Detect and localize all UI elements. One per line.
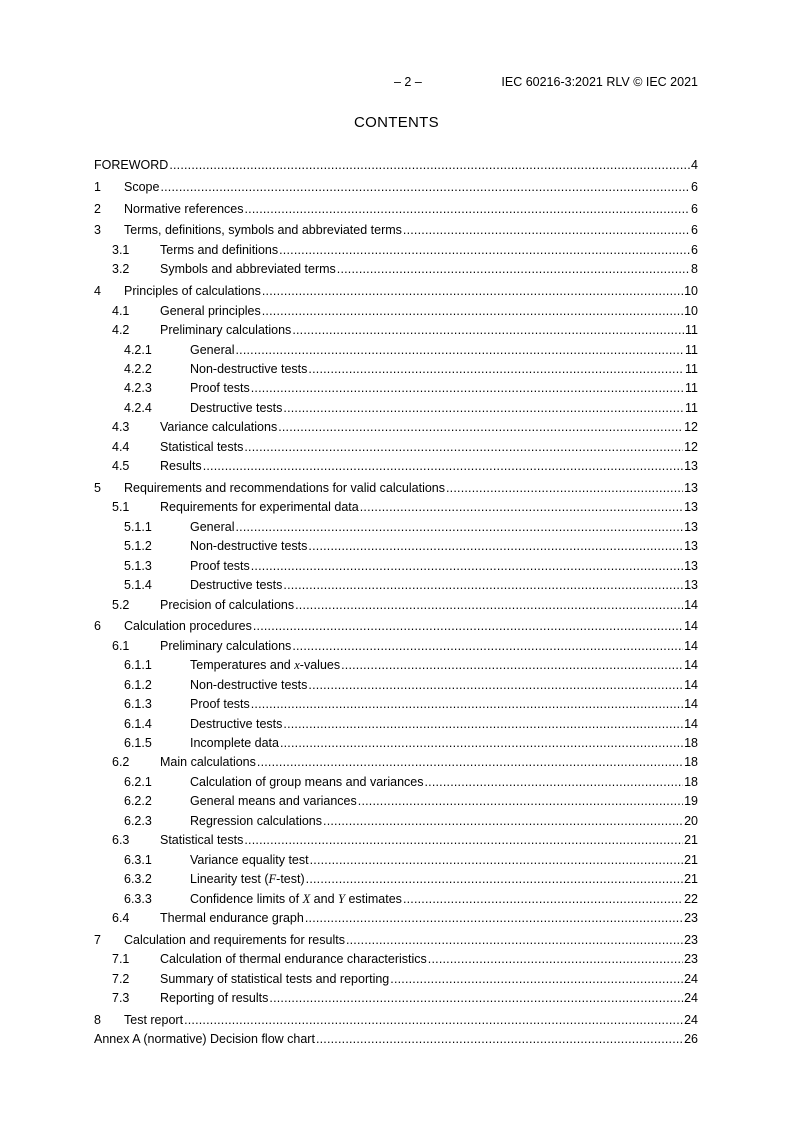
toc-entry-title-part: and: [310, 891, 339, 906]
dot-leader: [203, 459, 683, 474]
toc-entry-page: 22: [684, 891, 698, 906]
dot-leader: [235, 343, 684, 358]
toc-entry-title: Non-destructive tests: [190, 539, 308, 554]
toc-entry-title: Requirements for experimental data: [160, 500, 359, 515]
dot-leader: [428, 952, 683, 967]
toc-entry-number: 3.1: [112, 242, 130, 257]
toc-entry-title-part: Temperatures and: [190, 658, 295, 673]
toc-entry-title: Calculation and requirements for results: [124, 932, 345, 947]
toc-entry[interactable]: [94, 262, 698, 281]
toc-entry[interactable]: [94, 736, 698, 755]
dot-leader: [278, 420, 683, 435]
toc-entry-title: Calculation of group means and variances: [190, 774, 424, 789]
toc-entry-number: 7.3: [112, 991, 130, 1006]
toc-entry[interactable]: [94, 180, 698, 199]
toc-entry[interactable]: [94, 500, 698, 519]
dot-leader: [346, 933, 683, 948]
toc-entry-number: 5: [94, 480, 101, 495]
toc-entry-page: 14: [684, 716, 698, 731]
toc-entry-title: Incomplete data: [190, 736, 279, 751]
toc-entry-page: 21: [684, 852, 698, 867]
toc-entry-page: 24: [684, 991, 698, 1006]
toc-entry-title: Test report: [124, 1012, 184, 1027]
toc-entry-page: 14: [684, 677, 698, 692]
toc-entry-number: 6.1.1: [124, 658, 152, 673]
dot-leader: [337, 262, 690, 277]
toc-entry[interactable]: [94, 459, 698, 478]
dot-leader: [403, 223, 690, 238]
toc-entry-number: 5.1.2: [124, 539, 152, 554]
toc-entry-number: 6.1.2: [124, 677, 152, 692]
dot-leader: [316, 1032, 683, 1047]
toc-entry[interactable]: [94, 697, 698, 716]
dot-leader: [257, 755, 683, 770]
toc-entry-title: Precision of calculations: [160, 597, 295, 612]
toc-entry[interactable]: [94, 639, 698, 658]
toc-entry-title: Annex A (normative) Decision flow chart: [94, 1032, 315, 1047]
dot-leader: [244, 440, 683, 455]
toc-entry-page: 18: [684, 774, 698, 789]
toc-entry-title: Proof tests: [190, 697, 250, 712]
dot-leader: [184, 1013, 683, 1028]
toc-entry[interactable]: [94, 539, 698, 558]
toc-entry[interactable]: [94, 678, 698, 697]
toc-entry-title: [190, 872, 305, 887]
toc-entry-title: Calculation procedures: [124, 619, 252, 634]
toc-entry-page: 8: [691, 262, 698, 277]
toc-entry-title: Variance calculations: [160, 420, 278, 435]
toc-entry-title: Thermal endurance graph: [160, 910, 304, 925]
toc-entry[interactable]: [94, 775, 698, 794]
toc-entry-title-part: -test): [276, 872, 305, 887]
toc-entry[interactable]: [94, 619, 698, 638]
dot-leader: [308, 362, 684, 377]
toc-entry-title: FOREWORD: [94, 158, 169, 172]
toc-entry-page: 6: [691, 201, 698, 216]
toc-entry-page: 18: [684, 755, 698, 770]
page-number: – 2 –: [394, 75, 422, 89]
toc-entry-number: 4.5: [112, 459, 130, 474]
toc-entry-page: 11: [685, 381, 698, 396]
dot-leader: [403, 892, 683, 907]
dot-leader: [308, 539, 683, 554]
toc-entry-title: General means and variances: [190, 794, 357, 809]
dot-leader: [308, 678, 683, 693]
dot-leader: [279, 243, 690, 258]
dot-leader: [424, 775, 683, 790]
toc-entry-number: 6.2: [112, 755, 130, 770]
dot-leader: [446, 481, 683, 496]
toc-entry-number: 3.2: [112, 262, 130, 277]
toc-entry-page: 24: [684, 971, 698, 986]
toc-entry-title: Proof tests: [190, 558, 250, 573]
toc-entry-number: 5.1.4: [124, 578, 152, 593]
toc-entry[interactable]: [94, 559, 698, 578]
toc-entry-page: 18: [684, 736, 698, 751]
toc-entry[interactable]: [94, 323, 698, 342]
toc-entry-number: 7.1: [112, 952, 130, 967]
toc-entry-title: Regression calculations: [190, 813, 323, 828]
toc-entry-number: 1: [94, 179, 101, 194]
toc-entry-title: General principles: [160, 303, 261, 318]
toc-entry[interactable]: [94, 158, 698, 177]
toc-entry-number: 4.4: [112, 439, 130, 454]
toc-entry-number: 6.1: [112, 638, 130, 653]
toc-entry-page: 19: [684, 794, 698, 809]
toc-entry-page: 14: [684, 697, 698, 712]
toc-entry-page: 14: [684, 658, 698, 673]
toc-entry-number: 4: [94, 284, 101, 299]
toc-entry-page: 26: [684, 1032, 698, 1047]
table-of-contents: [94, 158, 698, 1052]
toc-entry-number: 6.2.2: [124, 794, 152, 809]
toc-entry-page: 11: [685, 361, 698, 376]
toc-entry-title: [190, 892, 402, 907]
toc-entry-number: 4.1: [112, 303, 130, 318]
toc-entry-title: Statistical tests: [160, 833, 244, 848]
dot-leader: [283, 717, 683, 732]
toc-entry[interactable]: [94, 794, 698, 813]
toc-entry-title: Calculation of thermal endurance characteristics: [160, 952, 427, 967]
dot-leader: [283, 578, 683, 593]
toc-entry-page: 4: [691, 158, 698, 172]
toc-entry-title: Destructive tests: [190, 716, 283, 731]
toc-entry-page: 6: [691, 242, 698, 257]
toc-entry[interactable]: [94, 911, 698, 930]
toc-entry-page: 14: [684, 619, 698, 634]
toc-entry-number: 6: [94, 619, 101, 634]
toc-entry-page: 21: [684, 833, 698, 848]
dot-leader: [253, 619, 683, 634]
toc-entry-number: 6.1.5: [124, 736, 152, 751]
toc-entry-page: 11: [685, 323, 698, 338]
toc-entry-page: 13: [684, 500, 698, 515]
dot-leader: [358, 794, 683, 809]
toc-entry-number: 6.3.3: [124, 891, 152, 906]
toc-entry-page: 13: [684, 480, 698, 495]
toc-entry[interactable]: [94, 658, 698, 677]
dot-leader: [305, 911, 683, 926]
dot-leader: [169, 158, 690, 173]
toc-entry-title: General: [190, 342, 235, 357]
toc-entry-title: Variance equality test: [190, 852, 309, 867]
toc-entry[interactable]: [94, 1032, 698, 1051]
toc-entry-page: 23: [684, 932, 698, 947]
toc-entry[interactable]: [94, 853, 698, 872]
dot-leader: [390, 972, 683, 987]
toc-entry-page: 11: [685, 342, 698, 357]
toc-entry-number: 7: [94, 932, 101, 947]
toc-entry-title: Preliminary calculations: [160, 323, 292, 338]
toc-entry-title: Reporting of results: [160, 991, 269, 1006]
toc-entry-number: 6.4: [112, 910, 130, 925]
toc-entry[interactable]: [94, 223, 698, 242]
dot-leader: [341, 658, 683, 673]
toc-entry-page: 23: [684, 910, 698, 925]
toc-entry[interactable]: [94, 1013, 698, 1032]
toc-entry-page: 13: [684, 539, 698, 554]
toc-entry[interactable]: [94, 814, 698, 833]
toc-entry-page: 23: [684, 952, 698, 967]
toc-entry-title: Destructive tests: [190, 578, 283, 593]
toc-entry-page: 13: [684, 459, 698, 474]
toc-entry[interactable]: [94, 243, 698, 262]
dot-leader: [244, 833, 683, 848]
toc-entry-number: 4.2.4: [124, 400, 152, 415]
toc-entry[interactable]: [94, 420, 698, 439]
toc-entry-page: 21: [684, 872, 698, 887]
toc-entry-page: 24: [684, 1012, 698, 1027]
dot-leader: [251, 559, 683, 574]
toc-entry[interactable]: [94, 401, 698, 420]
toc-entry[interactable]: [94, 304, 698, 323]
toc-entry-title-part: Y: [338, 891, 345, 906]
toc-entry-page: 20: [684, 813, 698, 828]
toc-entry-page: 11: [685, 400, 698, 415]
toc-entry-title: Terms and definitions: [160, 242, 279, 257]
toc-entry-title: Main calculations: [160, 755, 256, 770]
toc-entry-page: 10: [684, 284, 698, 299]
toc-entry-title: Preliminary calculations: [160, 638, 292, 653]
page-header: [94, 75, 698, 93]
toc-entry-page: 14: [684, 597, 698, 612]
toc-entry-title: General: [190, 519, 235, 534]
toc-entry-title: Non-destructive tests: [190, 361, 308, 376]
toc-entry-title: Normative references: [124, 201, 244, 216]
toc-entry-number: 6.1.3: [124, 697, 152, 712]
toc-entry[interactable]: [94, 972, 698, 991]
toc-entry-number: 6.3.2: [124, 872, 152, 887]
toc-entry[interactable]: [94, 202, 698, 221]
toc-entry[interactable]: [94, 343, 698, 362]
dot-leader: [251, 381, 684, 396]
toc-entry-title: Requirements and recommendations for valid calculations: [124, 480, 445, 495]
toc-entry-number: 6.1.4: [124, 716, 152, 731]
toc-entry-title-part: X: [302, 891, 311, 906]
toc-entry[interactable]: [94, 481, 698, 500]
toc-entry-title-part: x: [294, 658, 300, 673]
dot-leader: [262, 304, 683, 319]
toc-entry-page: 10: [684, 303, 698, 318]
toc-entry-title: Scope: [124, 179, 160, 194]
toc-entry-number: 4.2.2: [124, 361, 152, 376]
dot-leader: [280, 736, 683, 751]
toc-entry-number: 2: [94, 201, 101, 216]
toc-entry-title: Results: [160, 459, 202, 474]
dot-leader: [295, 598, 683, 613]
dot-leader: [292, 323, 684, 338]
toc-entry-number: 6.3: [112, 833, 130, 848]
dot-leader: [235, 520, 683, 535]
toc-entry[interactable]: [94, 717, 698, 736]
toc-entry[interactable]: [94, 833, 698, 852]
toc-entry-number: 8: [94, 1012, 101, 1027]
toc-entry-number: 6.2.1: [124, 774, 152, 789]
toc-entry[interactable]: [94, 578, 698, 597]
toc-entry[interactable]: [94, 872, 698, 891]
toc-entry[interactable]: [94, 952, 698, 971]
toc-entry-number: 5.1.3: [124, 558, 152, 573]
toc-entry-title-part: F: [268, 872, 277, 887]
toc-entry[interactable]: [94, 991, 698, 1010]
toc-entry-page: 13: [684, 519, 698, 534]
page-title: CONTENTS: [354, 114, 439, 131]
dot-leader: [262, 284, 683, 299]
toc-entry[interactable]: [94, 520, 698, 539]
dot-leader: [269, 991, 683, 1006]
toc-entry-title: Principles of calculations: [124, 284, 261, 299]
toc-entry-title-part: Confidence limits of: [190, 891, 303, 906]
document-reference: IEC 60216-3:2021 RLV © IEC 2021: [501, 75, 698, 89]
toc-entry[interactable]: [94, 755, 698, 774]
toc-entry-number: 3: [94, 223, 101, 238]
toc-entry-title: Terms, definitions, symbols and abbreviated terms: [124, 223, 402, 238]
toc-entry-number: 6.3.1: [124, 852, 152, 867]
dot-leader: [360, 500, 683, 515]
toc-entry-title: Proof tests: [190, 381, 250, 396]
toc-entry-page: 12: [684, 439, 698, 454]
toc-entry-title: Statistical tests: [160, 439, 244, 454]
toc-entry-page: 6: [691, 179, 698, 194]
toc-entry-page: 12: [684, 420, 698, 435]
toc-entry-title-part: Linearity test (: [190, 872, 269, 887]
toc-entry-page: 6: [691, 223, 698, 238]
toc-entry-number: 4.2.1: [124, 342, 152, 357]
toc-entry-title: Summary of statistical tests and reporting: [160, 971, 390, 986]
toc-entry-title: Symbols and abbreviated terms: [160, 262, 336, 277]
toc-entry-title: Destructive tests: [190, 400, 283, 415]
toc-entry[interactable]: [94, 598, 698, 617]
dot-leader: [160, 180, 690, 195]
dot-leader: [323, 814, 683, 829]
toc-entry-number: 5.2: [112, 597, 130, 612]
dot-leader: [283, 401, 684, 416]
toc-entry[interactable]: [94, 362, 698, 381]
dot-leader: [306, 872, 683, 887]
toc-entry-number: 6.2.3: [124, 813, 152, 828]
toc-entry-number: 4.3: [112, 420, 130, 435]
toc-entry-title: Non-destructive tests: [190, 677, 308, 692]
toc-entry-number: 4.2: [112, 323, 130, 338]
toc-entry[interactable]: [94, 381, 698, 400]
toc-entry-page: 13: [684, 578, 698, 593]
toc-entry-title: [190, 658, 340, 673]
toc-entry-page: 14: [684, 638, 698, 653]
toc-entry[interactable]: [94, 933, 698, 952]
toc-entry-number: 5.1: [112, 500, 130, 515]
dot-leader: [251, 697, 683, 712]
toc-entry-title-part: -values: [299, 658, 341, 673]
dot-leader: [245, 202, 691, 217]
dot-leader: [310, 853, 684, 868]
toc-entry-number: 4.2.3: [124, 381, 152, 396]
toc-entry[interactable]: [94, 284, 698, 303]
toc-entry-page: 13: [684, 558, 698, 573]
dot-leader: [292, 639, 683, 654]
toc-entry-title-part: estimates: [344, 891, 402, 906]
toc-entry-number: 5.1.1: [124, 519, 152, 534]
toc-entry[interactable]: [94, 440, 698, 459]
toc-entry[interactable]: [94, 892, 698, 911]
toc-entry-number: 7.2: [112, 971, 130, 986]
